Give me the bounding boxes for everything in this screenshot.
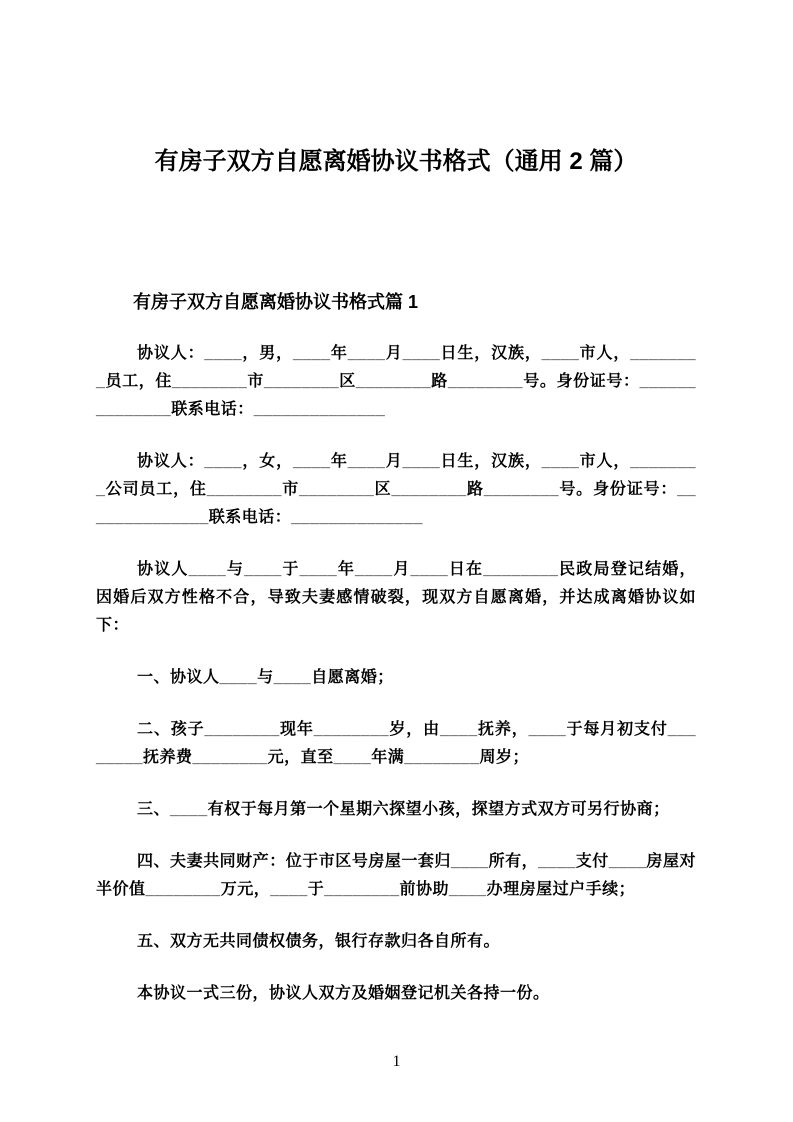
document-title: 有房子双方自愿离婚协议书格式（通用 2 篇） xyxy=(154,148,638,175)
page-number: 1 xyxy=(392,1053,401,1070)
paragraph: 五、双方无共同债权债务，银行存款归各自所有。 xyxy=(137,933,501,950)
paragraph: 四、夫妻共同财产：位于市区号房屋一套归____所有，____支付____房屋对半价值________万元，____于________前协助____办理房屋过户手续； xyxy=(96,853,696,898)
paragraph: 本协议一式三份，协议人双方及婚姻登记机关各持一份。 xyxy=(137,985,550,1002)
paragraph: 一、协议人____与____自愿离婚； xyxy=(137,669,394,686)
paragraph: 三、____有权于每月第一个星期六探望小孩，探望方式双方可另行协商； xyxy=(137,801,670,818)
document-body xyxy=(96,340,696,1008)
paragraph: 二、孩子________现年________岁，由____抚养，____于每月初支付________抚养费________元，直至____年满________周岁； xyxy=(96,721,696,766)
paragraph: 协议人____与____于____年____月____日在________民政局登记结婚，因婚后双方性格不合，导致夫妻感情破裂，现双方自愿离婚，并达成离婚协议如下： xyxy=(96,561,696,634)
paragraph: 协议人：____，男，____年____月____日生，汉族，____市人，________员工，住________市________区________路________号。身份证号：______________联系电话：______________ xyxy=(96,345,696,418)
section-heading: 有房子双方自愿离婚协议书格式篇 1 xyxy=(133,292,419,312)
paragraph: 协议人：____，女，____年____月____日生，汉族，____市人，________公司员工，住________市________区________路________号。身份证号：______________联系电话：______________ xyxy=(96,453,696,526)
